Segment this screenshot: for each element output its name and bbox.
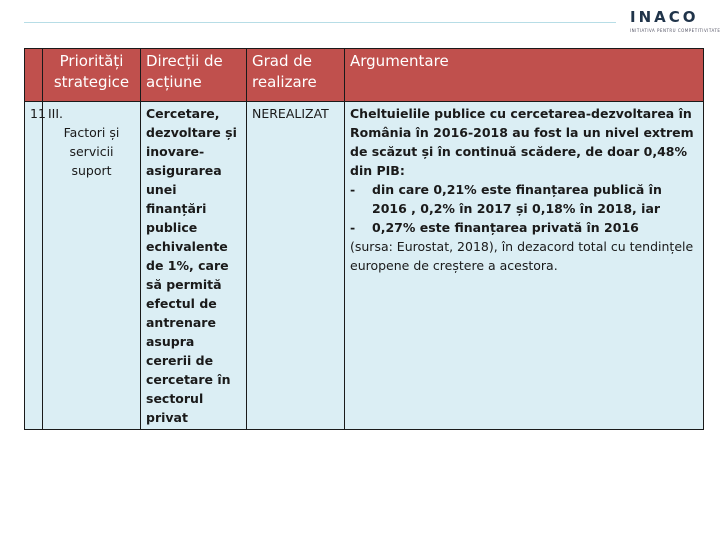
- strategy-table: [24, 48, 704, 430]
- logo-tagline: INITIATIVA PENTRU COMPETITIVITATE: [630, 28, 720, 33]
- table-row: [25, 102, 704, 430]
- header-argument: Argumentare: [345, 49, 704, 102]
- logo-wordmark: INACO: [630, 8, 699, 26]
- row-direction: Cercetare, dezvoltare și inovare-asigurarea unei finanțări publice echivalente de 1%, care să permită efectul de antrenare asupra cererii de cercetare în sectorul privat: [141, 102, 247, 430]
- priority-roman: III.: [48, 106, 64, 121]
- argument-lead: Cheltuielile publice cu cercetarea-dezvoltarea în România în 2016-2018 au fost la un nivel extrem de scăzut și în continuă scădere, de doar 0,48% din PIB:: [350, 106, 694, 178]
- argument-item-text: 0,27% este finanțarea privată în 2016: [372, 220, 639, 235]
- table-header-row: [25, 49, 704, 102]
- row-status: NEREALIZAT: [247, 102, 345, 430]
- argument-item-text: din care 0,21% este finanțarea publică în 2016 , 0,2% în 2017 și 0,18% în 2018, iar: [372, 182, 662, 216]
- inaco-logo: [630, 6, 720, 38]
- header-divider-line: [24, 22, 616, 23]
- argument-source: (sursa: Eurostat, 2018), în dezacord total cu tendințele europene de creștere a acestora.: [350, 239, 694, 273]
- header-directions: Direcții de acțiune: [141, 49, 247, 102]
- bullet-dash: -: [350, 220, 356, 235]
- argument-list: [350, 180, 698, 237]
- header-number-cell: [25, 49, 43, 102]
- bullet-dash: -: [350, 182, 356, 197]
- priority-text: Factori și servicii suport: [63, 125, 120, 178]
- list-item: [350, 218, 698, 237]
- header-status: Grad de realizare: [247, 49, 345, 102]
- list-item: [350, 180, 698, 218]
- header-priorities: Priorități strategice: [43, 49, 141, 102]
- row-argument-cell: [345, 102, 704, 430]
- row-number: 11: [25, 102, 43, 430]
- row-priority-cell: [43, 102, 141, 430]
